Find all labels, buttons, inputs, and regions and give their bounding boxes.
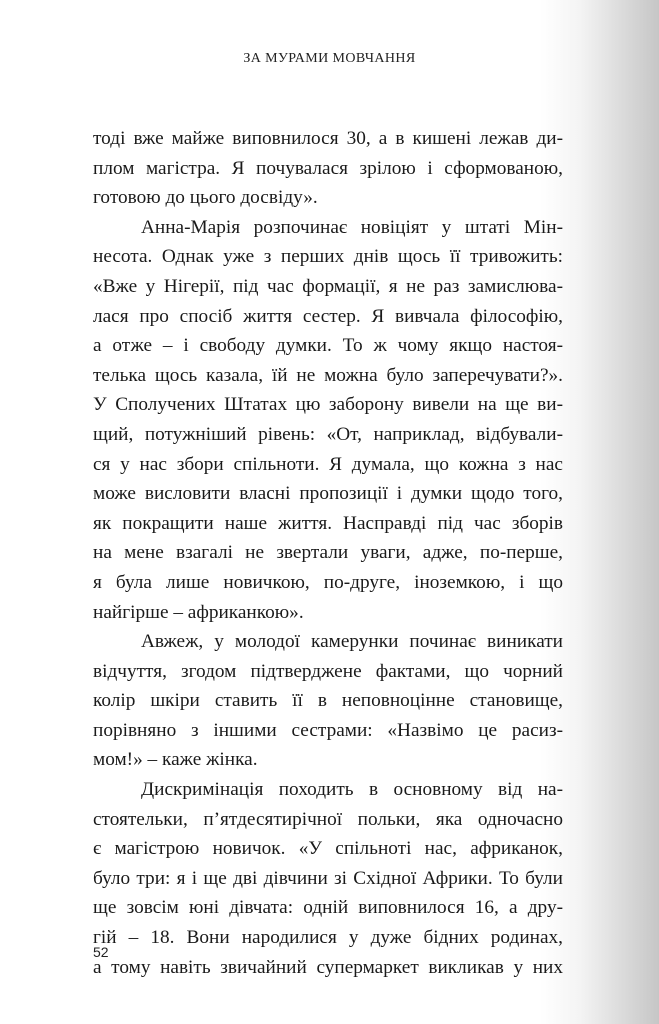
text-line: плом магістра. Я почувалася зрілою і сформованою, (93, 157, 563, 179)
text-line: У Сполучених Штатах цю заборону вивели на ще ви- (93, 394, 563, 416)
text-line: як покращити наше життя. Насправді під час зборів (93, 512, 563, 534)
text-line: ще зовсім юні дівчата: одній виповнилося 16, а дру- (93, 897, 563, 919)
text-line: лася про спосіб життя сестер. Я вивчала філософію, (93, 305, 563, 327)
text-line: я була лише новичкою, по-друге, іноземкою, і що (93, 571, 563, 593)
text-line: порівняно з іншими сестрами: «Назвімо це расиз- (93, 719, 563, 741)
text-line: телька щось казала, їй не можна було заперечувати?». (93, 364, 563, 386)
text-line: може висловити власні пропозиції і думки щодо того, (93, 483, 563, 505)
text-line: Авжеж, у молодої камерунки починає виникати (141, 631, 563, 653)
text-line: «Вже у Нігерії, під час формації, я не раз замислюва- (93, 275, 563, 297)
text-line: Анна-Марія розпочинає новіціят у штаті Мін- (141, 216, 563, 238)
text-line: щий, потужніший рівень: «От, наприклад, відбували- (93, 423, 563, 445)
text-line: на мене взагалі не звертали уваги, адже, по-перше, (93, 542, 563, 564)
text-line: є магістрою новичок. «У спільноті нас, африканок, (93, 838, 563, 860)
text-line: а тому навіть звичайний супермаркет викликав у них (93, 956, 563, 978)
text-line: було три: я і ще дві дівчини зі Східної Африки. То були (93, 867, 563, 889)
running-head: ЗА МУРАМИ МОВЧАННЯ (243, 51, 416, 66)
text-line: найгірше – африканкою». (93, 601, 304, 623)
page-number: 52 (93, 944, 109, 960)
text-line: колір шкіри ставить її в неповноцінне становище, (93, 690, 563, 712)
text-line: стоятельки, п’ятдесятирічної польки, яка одночасно (93, 808, 563, 830)
text-line: Дискримінація походить в основному від на- (141, 779, 563, 801)
text-line: несота. Однак уже з перших днів щось її тривожить: (93, 246, 563, 268)
text-line: а отже – і свободу думки. То ж чому якщо настоя- (93, 335, 563, 357)
body-text (93, 124, 563, 982)
text-line: ся у нас збори спільноти. Я думала, що кожна з нас (93, 453, 563, 475)
text-line: готовою до цього досвіду». (93, 187, 318, 209)
text-line: тоді вже майже виповнилося 30, а в кишені лежав ди- (93, 128, 563, 149)
text-line: відчуття, згодом підтверджене фактами, що чорний (93, 660, 563, 682)
text-line: гій – 18. Вони народилися у дуже бідних родинах, (93, 927, 563, 949)
text-line: мом!» – каже жінка. (93, 749, 258, 771)
